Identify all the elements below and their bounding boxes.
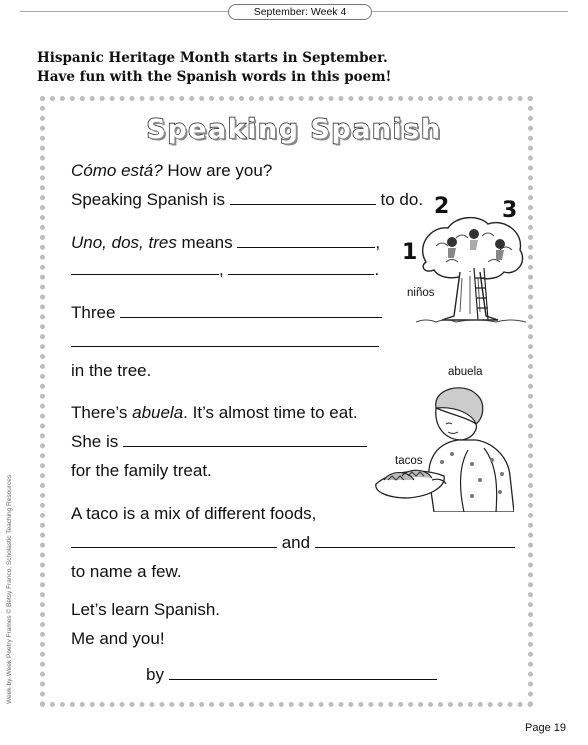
poem-line-6 <box>71 332 379 352</box>
poem-text: . It’s almost time to eat. <box>183 403 358 422</box>
spanish-phrase: Uno, dos, tres <box>71 233 177 252</box>
spanish-word: abuela <box>132 403 184 422</box>
answer-blank[interactable] <box>230 190 376 205</box>
abuela-with-tacos-illustration <box>372 384 514 512</box>
poem-line-9 <box>71 432 367 452</box>
answer-blank[interactable] <box>228 260 374 275</box>
tree-with-children-illustration <box>416 216 528 326</box>
poem-text: and <box>277 533 315 552</box>
poem-line-15: Me and you! <box>71 629 165 648</box>
intro-line-2: Have fun with the Spanish words in this poem! <box>37 69 392 85</box>
poem-text: , <box>219 260 229 279</box>
answer-blank[interactable] <box>315 533 515 548</box>
poem-line-13: to name a few. <box>71 562 182 581</box>
ninos-label: niños <box>407 287 435 299</box>
author-blank[interactable] <box>169 665 437 680</box>
poem-line-2 <box>71 190 423 210</box>
spanish-phrase: Cómo está? <box>71 161 163 180</box>
poem-line-1 <box>71 161 272 181</box>
poem-line-3 <box>71 233 380 253</box>
poem-line-7: in the tree. <box>71 361 152 380</box>
intro-line-1: Hispanic Heritage Month starts in September. <box>37 50 388 66</box>
poem-line-10: for the family treat. <box>71 461 212 480</box>
answer-blank[interactable] <box>71 533 277 548</box>
abuela-label: abuela <box>448 366 483 378</box>
number-three: 3 <box>502 198 518 223</box>
intro-text <box>37 49 391 87</box>
poem-line-8 <box>71 403 358 423</box>
poem-line-14: Let’s learn Spanish. <box>71 600 221 619</box>
tacos-label: tacos <box>395 455 423 467</box>
poem-text: . <box>374 260 380 279</box>
poem-text: Three <box>71 303 121 322</box>
answer-blank[interactable] <box>237 233 375 248</box>
poem-line-16 <box>146 665 437 685</box>
number-one: 1 <box>402 240 418 265</box>
copyright-credit: Week-by-Week Poetry Frames © Betsy Franco, Scholastic Teaching Resources <box>6 474 13 704</box>
answer-blank[interactable] <box>71 260 219 275</box>
poem-text: to do. <box>375 190 424 209</box>
page-title: Speaking Spanish <box>146 114 442 145</box>
poem-text: She is <box>71 432 123 451</box>
poem-line-12 <box>71 533 515 553</box>
answer-blank[interactable] <box>71 332 379 347</box>
page-number: Page 19 <box>525 722 566 734</box>
poem-text: means <box>176 233 238 252</box>
number-two: 2 <box>434 194 450 219</box>
poem-line-5 <box>71 303 382 323</box>
answer-blank[interactable] <box>123 432 367 447</box>
poem-text: Speaking Spanish is <box>71 190 230 209</box>
week-tag: September: Week 4 <box>228 4 372 20</box>
poem-text: How are you? <box>162 161 273 180</box>
answer-blank[interactable] <box>120 303 382 318</box>
poem-text: There’s <box>71 403 133 422</box>
poem-text: , <box>375 233 381 252</box>
poem-text: by <box>146 665 169 684</box>
poem-line-11: A taco is a mix of different foods, <box>71 504 317 523</box>
poem-line-4 <box>71 260 379 280</box>
